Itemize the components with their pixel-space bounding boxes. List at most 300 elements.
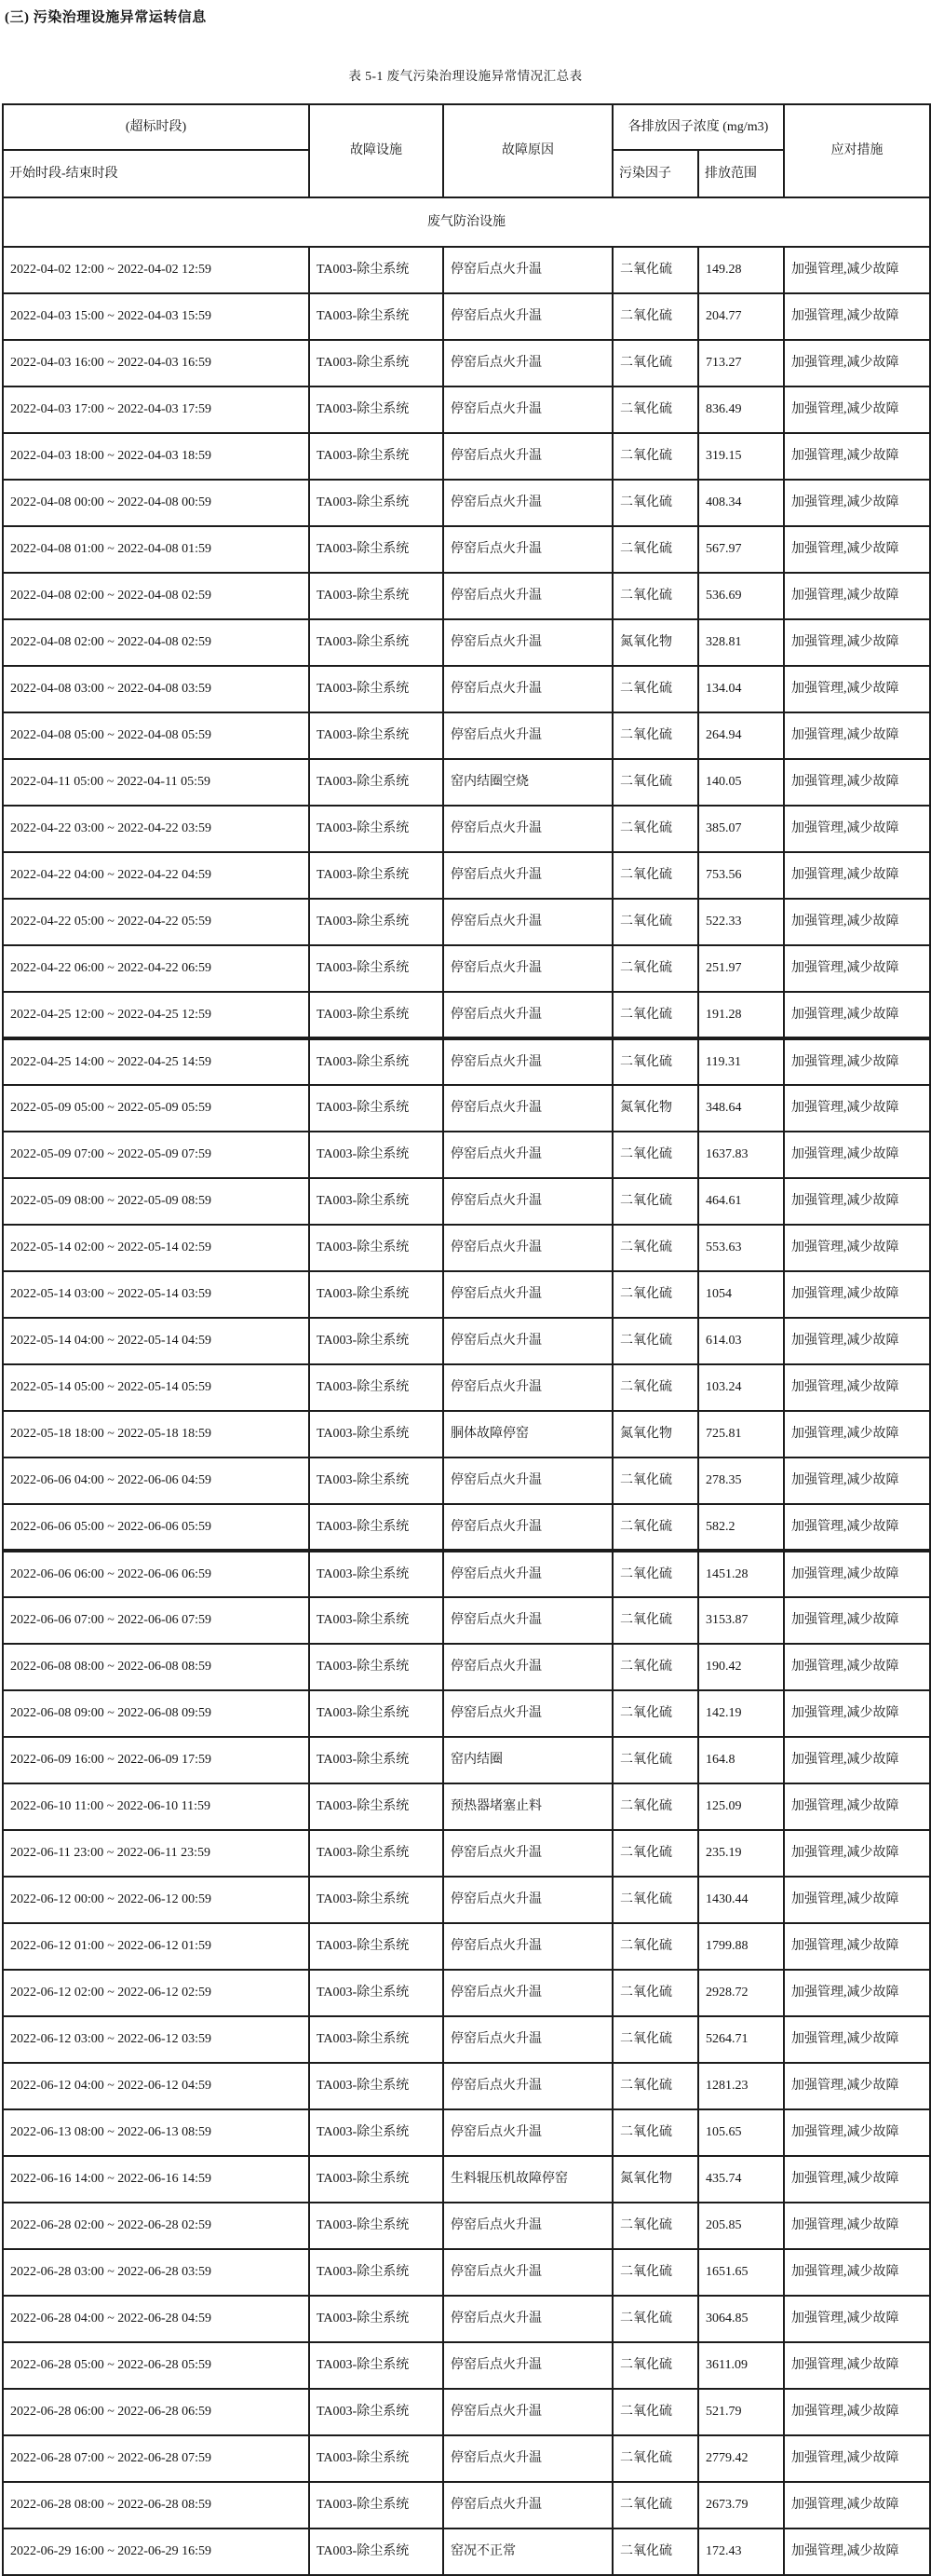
- cell-fault-facility: TA003-除尘系统: [309, 293, 443, 340]
- cell-measure: 加强管理,减少故障: [784, 2482, 930, 2529]
- cell-fault-facility: TA003-除尘系统: [309, 1644, 443, 1690]
- cell-emission-value: 567.97: [698, 526, 784, 573]
- cell-fault-reason: 停窑后点火升温: [443, 2063, 613, 2109]
- cell-fault-reason: 停窑后点火升温: [443, 1318, 613, 1364]
- cell-time-period: 2022-04-22 04:00 ~ 2022-04-22 04:59: [3, 852, 309, 899]
- cell-pollutant: 二氧化硫: [613, 2342, 698, 2389]
- cell-fault-facility: TA003-除尘系统: [309, 806, 443, 852]
- cell-fault-facility: TA003-除尘系统: [309, 1783, 443, 1830]
- cell-emission-value: 1281.23: [698, 2063, 784, 2109]
- cell-time-period: 2022-04-03 15:00 ~ 2022-04-03 15:59: [3, 293, 309, 340]
- table-row: [3, 293, 930, 340]
- table-row: [3, 1085, 930, 1132]
- cell-fault-reason: 停窑后点火升温: [443, 340, 613, 386]
- cell-time-period: 2022-06-09 16:00 ~ 2022-06-09 17:59: [3, 1737, 309, 1783]
- cell-measure: 加强管理,减少故障: [784, 2016, 930, 2063]
- table-row: [3, 1225, 930, 1271]
- cell-fault-reason: 停窑后点火升温: [443, 852, 613, 899]
- cell-pollutant: 二氧化硫: [613, 1364, 698, 1411]
- cell-pollutant: 二氧化硫: [613, 759, 698, 806]
- cell-pollutant: 氮氧化物: [613, 619, 698, 666]
- cell-fault-reason: 停窑后点火升温: [443, 806, 613, 852]
- cell-pollutant: 二氧化硫: [613, 1644, 698, 1690]
- cell-fault-reason: 停窑后点火升温: [443, 2482, 613, 2529]
- header-facility: 故障设施: [309, 104, 443, 197]
- cell-time-period: 2022-06-29 16:00 ~ 2022-06-29 16:59: [3, 2529, 309, 2575]
- cell-fault-facility: TA003-除尘系统: [309, 2389, 443, 2435]
- cell-measure: 加强管理,减少故障: [784, 2156, 930, 2203]
- cell-emission-value: 464.61: [698, 1178, 784, 1225]
- cell-fault-facility: TA003-除尘系统: [309, 1457, 443, 1504]
- cell-time-period: 2022-05-14 03:00 ~ 2022-05-14 03:59: [3, 1271, 309, 1318]
- cell-pollutant: 二氧化硫: [613, 1038, 698, 1085]
- cell-emission-value: 3153.87: [698, 1597, 784, 1644]
- cell-time-period: 2022-05-09 08:00 ~ 2022-05-09 08:59: [3, 1178, 309, 1225]
- table-row: [3, 1411, 930, 1457]
- cell-measure: 加强管理,减少故障: [784, 806, 930, 852]
- cell-time-period: 2022-06-12 03:00 ~ 2022-06-12 03:59: [3, 2016, 309, 2063]
- cell-time-period: 2022-06-12 04:00 ~ 2022-06-12 04:59: [3, 2063, 309, 2109]
- cell-fault-facility: TA003-除尘系统: [309, 945, 443, 992]
- cell-fault-facility: TA003-除尘系统: [309, 1318, 443, 1364]
- table-header: [3, 104, 930, 197]
- table-row: [3, 1970, 930, 2016]
- cell-pollutant: 二氧化硫: [613, 1225, 698, 1271]
- cell-time-period: 2022-05-14 05:00 ~ 2022-05-14 05:59: [3, 1364, 309, 1411]
- cell-fault-reason: 停窑后点火升温: [443, 1178, 613, 1225]
- cell-time-period: 2022-05-14 04:00 ~ 2022-05-14 04:59: [3, 1318, 309, 1364]
- table-row: [3, 1132, 930, 1178]
- cell-fault-reason: 停窑后点火升温: [443, 1690, 613, 1737]
- cell-time-period: 2022-04-08 05:00 ~ 2022-04-08 05:59: [3, 712, 309, 759]
- cell-emission-value: 278.35: [698, 1457, 784, 1504]
- cell-time-period: 2022-04-25 12:00 ~ 2022-04-25 12:59: [3, 992, 309, 1038]
- cell-fault-reason: 胴体故障停窑: [443, 1411, 613, 1457]
- table-row: [3, 2249, 930, 2296]
- cell-fault-reason: 停窑后点火升温: [443, 1644, 613, 1690]
- cell-time-period: 2022-04-08 00:00 ~ 2022-04-08 00:59: [3, 480, 309, 526]
- cell-emission-value: 1651.65: [698, 2249, 784, 2296]
- cell-measure: 加强管理,减少故障: [784, 1597, 930, 1644]
- cell-pollutant: 二氧化硫: [613, 2296, 698, 2342]
- cell-emission-value: 713.27: [698, 340, 784, 386]
- table-row: [3, 2203, 930, 2249]
- cell-emission-value: 2928.72: [698, 1970, 784, 2016]
- cell-fault-reason: 停窑后点火升温: [443, 2249, 613, 2296]
- cell-pollutant: 二氧化硫: [613, 1690, 698, 1737]
- cell-emission-value: 204.77: [698, 293, 784, 340]
- cell-measure: 加强管理,减少故障: [784, 2389, 930, 2435]
- cell-time-period: 2022-06-28 02:00 ~ 2022-06-28 02:59: [3, 2203, 309, 2249]
- cell-fault-facility: TA003-除尘系统: [309, 1364, 443, 1411]
- cell-emission-value: 328.81: [698, 619, 784, 666]
- cell-measure: 加强管理,减少故障: [784, 1504, 930, 1551]
- cell-emission-value: 1054: [698, 1271, 784, 1318]
- cell-fault-reason: 停窑后点火升温: [443, 899, 613, 945]
- cell-fault-reason: 停窑后点火升温: [443, 2203, 613, 2249]
- cell-fault-facility: TA003-除尘系统: [309, 1225, 443, 1271]
- cell-emission-value: 408.34: [698, 480, 784, 526]
- table-row: [3, 899, 930, 945]
- cell-fault-reason: 停窑后点火升温: [443, 1038, 613, 1085]
- cell-time-period: 2022-06-28 08:00 ~ 2022-06-28 08:59: [3, 2482, 309, 2529]
- cell-emission-value: 140.05: [698, 759, 784, 806]
- cell-fault-reason: 停窑后点火升温: [443, 1457, 613, 1504]
- cell-measure: 加强管理,减少故障: [784, 573, 930, 619]
- cell-emission-value: 149.28: [698, 247, 784, 293]
- cell-pollutant: 二氧化硫: [613, 1970, 698, 2016]
- cell-pollutant: 二氧化硫: [613, 1504, 698, 1551]
- cell-measure: 加强管理,减少故障: [784, 899, 930, 945]
- cell-fault-reason: 停窑后点火升温: [443, 1551, 613, 1597]
- cell-time-period: 2022-04-22 03:00 ~ 2022-04-22 03:59: [3, 806, 309, 852]
- cell-emission-value: 125.09: [698, 1783, 784, 1830]
- header-period-range: 开始时段-结束时段: [3, 150, 309, 197]
- table-row: [3, 1551, 930, 1597]
- table-row: [3, 1830, 930, 1877]
- cell-pollutant: 二氧化硫: [613, 1830, 698, 1877]
- cell-pollutant: 二氧化硫: [613, 386, 698, 433]
- table-caption: 表 5-1 废气污染治理设施异常情况汇总表: [348, 69, 583, 83]
- cell-fault-reason: 生料辊压机故障停窑: [443, 2156, 613, 2203]
- cell-time-period: 2022-06-12 02:00 ~ 2022-06-12 02:59: [3, 1970, 309, 2016]
- cell-fault-reason: 停窑后点火升温: [443, 945, 613, 992]
- cell-time-period: 2022-06-06 04:00 ~ 2022-06-06 04:59: [3, 1457, 309, 1504]
- cell-time-period: 2022-06-12 01:00 ~ 2022-06-12 01:59: [3, 1923, 309, 1970]
- table-row: [3, 1644, 930, 1690]
- cell-time-period: 2022-05-18 18:00 ~ 2022-05-18 18:59: [3, 1411, 309, 1457]
- cell-measure: 加强管理,减少故障: [784, 2249, 930, 2296]
- cell-emission-value: 582.2: [698, 1504, 784, 1551]
- cell-time-period: 2022-04-22 05:00 ~ 2022-04-22 05:59: [3, 899, 309, 945]
- cell-pollutant: 二氧化硫: [613, 293, 698, 340]
- header-pollutant: 污染因子: [613, 150, 698, 197]
- cell-fault-reason: 停窑后点火升温: [443, 1364, 613, 1411]
- cell-fault-facility: TA003-除尘系统: [309, 1271, 443, 1318]
- cell-fault-reason: 停窑后点火升温: [443, 1597, 613, 1644]
- cell-fault-facility: TA003-除尘系统: [309, 340, 443, 386]
- cell-emission-value: 836.49: [698, 386, 784, 433]
- cell-emission-value: 3611.09: [698, 2342, 784, 2389]
- cell-measure: 加强管理,减少故障: [784, 759, 930, 806]
- cell-fault-facility: TA003-除尘系统: [309, 433, 443, 480]
- header-row-top: [3, 104, 930, 150]
- cell-emission-value: 614.03: [698, 1318, 784, 1364]
- cell-pollutant: 二氧化硫: [613, 2529, 698, 2575]
- cell-time-period: 2022-06-28 05:00 ~ 2022-06-28 05:59: [3, 2342, 309, 2389]
- cell-pollutant: 氮氧化物: [613, 1411, 698, 1457]
- cell-measure: 加强管理,减少故障: [784, 1038, 930, 1085]
- cell-fault-reason: 停窑后点火升温: [443, 2342, 613, 2389]
- table-row: [3, 1178, 930, 1225]
- table-row: [3, 852, 930, 899]
- cell-measure: 加强管理,减少故障: [784, 1085, 930, 1132]
- cell-measure: 加强管理,减少故障: [784, 2435, 930, 2482]
- cell-emission-value: 1451.28: [698, 1551, 784, 1597]
- cell-pollutant: 二氧化硫: [613, 1457, 698, 1504]
- cell-fault-facility: TA003-除尘系统: [309, 1411, 443, 1457]
- header-exceed-period: (超标时段): [3, 104, 309, 150]
- cell-measure: 加强管理,减少故障: [784, 666, 930, 712]
- cell-fault-reason: 窑况不正常: [443, 2529, 613, 2575]
- section-label: 废气防治设施: [3, 197, 930, 247]
- cell-fault-reason: 停窑后点火升温: [443, 1504, 613, 1551]
- cell-emission-value: 103.24: [698, 1364, 784, 1411]
- cell-emission-value: 5264.71: [698, 2016, 784, 2063]
- cell-fault-facility: TA003-除尘系统: [309, 526, 443, 573]
- cell-measure: 加强管理,减少故障: [784, 1690, 930, 1737]
- table-row: [3, 712, 930, 759]
- table-row: [3, 386, 930, 433]
- cell-fault-reason: 停窑后点火升温: [443, 1085, 613, 1132]
- table-row: [3, 2435, 930, 2482]
- cell-time-period: 2022-04-08 02:00 ~ 2022-04-08 02:59: [3, 619, 309, 666]
- cell-emission-value: 172.43: [698, 2529, 784, 2575]
- cell-fault-reason: 停窑后点火升温: [443, 1225, 613, 1271]
- cell-measure: 加强管理,减少故障: [784, 293, 930, 340]
- cell-fault-reason: 停窑后点火升温: [443, 1877, 613, 1923]
- cell-fault-facility: TA003-除尘系统: [309, 1737, 443, 1783]
- cell-fault-reason: 停窑后点火升温: [443, 666, 613, 712]
- cell-time-period: 2022-06-06 06:00 ~ 2022-06-06 06:59: [3, 1551, 309, 1597]
- cell-time-period: 2022-06-12 00:00 ~ 2022-06-12 00:59: [3, 1877, 309, 1923]
- cell-emission-value: 119.31: [698, 1038, 784, 1085]
- cell-fault-reason: 停窑后点火升温: [443, 247, 613, 293]
- cell-time-period: 2022-06-28 04:00 ~ 2022-06-28 04:59: [3, 2296, 309, 2342]
- cell-emission-value: 1430.44: [698, 1877, 784, 1923]
- cell-pollutant: 二氧化硫: [613, 1877, 698, 1923]
- cell-fault-facility: TA003-除尘系统: [309, 2529, 443, 2575]
- header-reason: 故障原因: [443, 104, 613, 197]
- cell-pollutant: 二氧化硫: [613, 2109, 698, 2156]
- cell-fault-reason: 停窑后点火升温: [443, 619, 613, 666]
- cell-fault-facility: TA003-除尘系统: [309, 2249, 443, 2296]
- table-row: [3, 1690, 930, 1737]
- cell-emission-value: 753.56: [698, 852, 784, 899]
- cell-measure: 加强管理,减少故障: [784, 2109, 930, 2156]
- table-row: [3, 1457, 930, 1504]
- cell-measure: 加强管理,减少故障: [784, 619, 930, 666]
- cell-time-period: 2022-06-11 23:00 ~ 2022-06-11 23:59: [3, 1830, 309, 1877]
- cell-pollutant: 二氧化硫: [613, 2249, 698, 2296]
- cell-measure: 加强管理,减少故障: [784, 1457, 930, 1504]
- cell-emission-value: 105.65: [698, 2109, 784, 2156]
- table-row: [3, 759, 930, 806]
- table-row: [3, 1364, 930, 1411]
- document-page: [0, 7, 931, 2576]
- cell-pollutant: 二氧化硫: [613, 712, 698, 759]
- cell-measure: 加强管理,减少故障: [784, 945, 930, 992]
- table-row: [3, 1318, 930, 1364]
- cell-time-period: 2022-04-08 03:00 ~ 2022-04-08 03:59: [3, 666, 309, 712]
- cell-time-period: 2022-06-16 14:00 ~ 2022-06-16 14:59: [3, 2156, 309, 2203]
- cell-fault-facility: TA003-除尘系统: [309, 2156, 443, 2203]
- table-row: [3, 2529, 930, 2575]
- cell-time-period: 2022-04-08 02:00 ~ 2022-04-08 02:59: [3, 573, 309, 619]
- cell-measure: 加强管理,减少故障: [784, 1178, 930, 1225]
- cell-time-period: 2022-06-13 08:00 ~ 2022-06-13 08:59: [3, 2109, 309, 2156]
- cell-pollutant: 二氧化硫: [613, 2389, 698, 2435]
- cell-pollutant: 二氧化硫: [613, 1737, 698, 1783]
- cell-emission-value: 725.81: [698, 1411, 784, 1457]
- cell-fault-facility: TA003-除尘系统: [309, 1877, 443, 1923]
- cell-pollutant: 二氧化硫: [613, 247, 698, 293]
- table-row: [3, 992, 930, 1038]
- cell-pollutant: 二氧化硫: [613, 1923, 698, 1970]
- table-row: [3, 806, 930, 852]
- header-factor-concentration: 各排放因子浓度 (mg/m3): [613, 104, 784, 150]
- cell-time-period: 2022-06-28 06:00 ~ 2022-06-28 06:59: [3, 2389, 309, 2435]
- cell-time-period: 2022-05-09 07:00 ~ 2022-05-09 07:59: [3, 1132, 309, 1178]
- cell-time-period: 2022-05-14 02:00 ~ 2022-05-14 02:59: [3, 1225, 309, 1271]
- cell-emission-value: 134.04: [698, 666, 784, 712]
- cell-fault-facility: TA003-除尘系统: [309, 2435, 443, 2482]
- cell-fault-facility: TA003-除尘系统: [309, 619, 443, 666]
- header-measure: 应对措施: [784, 104, 930, 197]
- cell-fault-facility: TA003-除尘系统: [309, 1690, 443, 1737]
- cell-fault-facility: TA003-除尘系统: [309, 2296, 443, 2342]
- cell-time-period: 2022-06-08 08:00 ~ 2022-06-08 08:59: [3, 1644, 309, 1690]
- cell-measure: 加强管理,减少故障: [784, 386, 930, 433]
- cell-pollutant: 二氧化硫: [613, 526, 698, 573]
- cell-measure: 加强管理,减少故障: [784, 247, 930, 293]
- cell-fault-facility: TA003-除尘系统: [309, 2203, 443, 2249]
- abnormal-operation-table: [2, 103, 931, 2576]
- cell-fault-facility: TA003-除尘系统: [309, 1132, 443, 1178]
- cell-emission-value: 251.97: [698, 945, 784, 992]
- cell-fault-facility: TA003-除尘系统: [309, 247, 443, 293]
- cell-fault-facility: TA003-除尘系统: [309, 852, 443, 899]
- cell-fault-reason: 停窑后点火升温: [443, 2389, 613, 2435]
- cell-emission-value: 190.42: [698, 1644, 784, 1690]
- cell-pollutant: 二氧化硫: [613, 945, 698, 992]
- cell-time-period: 2022-04-22 06:00 ~ 2022-04-22 06:59: [3, 945, 309, 992]
- table-row: [3, 1271, 930, 1318]
- cell-measure: 加强管理,减少故障: [784, 712, 930, 759]
- cell-measure: 加强管理,减少故障: [784, 2342, 930, 2389]
- cell-pollutant: 二氧化硫: [613, 573, 698, 619]
- cell-pollutant: 二氧化硫: [613, 666, 698, 712]
- cell-fault-reason: 停窑后点火升温: [443, 2016, 613, 2063]
- table-row: [3, 1504, 930, 1551]
- cell-measure: 加强管理,减少故障: [784, 340, 930, 386]
- cell-fault-facility: TA003-除尘系统: [309, 386, 443, 433]
- cell-measure: 加强管理,减少故障: [784, 2203, 930, 2249]
- table-row: [3, 2109, 930, 2156]
- table-row: [3, 247, 930, 293]
- cell-emission-value: 521.79: [698, 2389, 784, 2435]
- cell-measure: 加强管理,减少故障: [784, 992, 930, 1038]
- cell-pollutant: 氮氧化物: [613, 2156, 698, 2203]
- table-row: [3, 573, 930, 619]
- cell-measure: 加强管理,减少故障: [784, 1923, 930, 1970]
- cell-pollutant: 二氧化硫: [613, 1271, 698, 1318]
- cell-pollutant: 二氧化硫: [613, 340, 698, 386]
- cell-fault-facility: TA003-除尘系统: [309, 1830, 443, 1877]
- cell-pollutant: 二氧化硫: [613, 2203, 698, 2249]
- cell-measure: 加强管理,减少故障: [784, 852, 930, 899]
- section-row: [3, 197, 930, 247]
- cell-time-period: 2022-06-10 11:00 ~ 2022-06-10 11:59: [3, 1783, 309, 1830]
- cell-pollutant: 二氧化硫: [613, 1132, 698, 1178]
- cell-fault-facility: TA003-除尘系统: [309, 2016, 443, 2063]
- cell-fault-reason: 窑内结圈空烧: [443, 759, 613, 806]
- cell-fault-reason: 窑内结圈: [443, 1737, 613, 1783]
- table-row: [3, 2482, 930, 2529]
- cell-time-period: 2022-04-02 12:00 ~ 2022-04-02 12:59: [3, 247, 309, 293]
- cell-fault-facility: TA003-除尘系统: [309, 2109, 443, 2156]
- table-row: [3, 619, 930, 666]
- cell-time-period: 2022-04-03 17:00 ~ 2022-04-03 17:59: [3, 386, 309, 433]
- cell-emission-value: 435.74: [698, 2156, 784, 2203]
- cell-fault-reason: 停窑后点火升温: [443, 293, 613, 340]
- cell-fault-reason: 停窑后点火升温: [443, 712, 613, 759]
- cell-time-period: 2022-04-25 14:00 ~ 2022-04-25 14:59: [3, 1038, 309, 1085]
- cell-fault-reason: 停窑后点火升温: [443, 1271, 613, 1318]
- cell-time-period: 2022-05-09 05:00 ~ 2022-05-09 05:59: [3, 1085, 309, 1132]
- cell-fault-reason: 停窑后点火升温: [443, 480, 613, 526]
- table-row: [3, 2389, 930, 2435]
- cell-pollutant: 二氧化硫: [613, 2016, 698, 2063]
- cell-time-period: 2022-04-03 16:00 ~ 2022-04-03 16:59: [3, 340, 309, 386]
- table-row: [3, 340, 930, 386]
- table-row: [3, 666, 930, 712]
- cell-fault-reason: 预热器堵塞止料: [443, 1783, 613, 1830]
- cell-measure: 加强管理,减少故障: [784, 526, 930, 573]
- cell-emission-value: 2779.42: [698, 2435, 784, 2482]
- cell-measure: 加强管理,减少故障: [784, 1644, 930, 1690]
- cell-emission-value: 264.94: [698, 712, 784, 759]
- cell-pollutant: 二氧化硫: [613, 852, 698, 899]
- table-row: [3, 2156, 930, 2203]
- cell-emission-value: 1799.88: [698, 1923, 784, 1970]
- table-row: [3, 2296, 930, 2342]
- table-row: [3, 433, 930, 480]
- cell-time-period: 2022-06-06 05:00 ~ 2022-06-06 05:59: [3, 1504, 309, 1551]
- table-row: [3, 1597, 930, 1644]
- cell-fault-facility: TA003-除尘系统: [309, 1970, 443, 2016]
- cell-emission-value: 522.33: [698, 899, 784, 945]
- cell-pollutant: 二氧化硫: [613, 2435, 698, 2482]
- cell-measure: 加强管理,减少故障: [784, 2063, 930, 2109]
- cell-measure: 加强管理,减少故障: [784, 1737, 930, 1783]
- cell-emission-value: 191.28: [698, 992, 784, 1038]
- table-row: [3, 2342, 930, 2389]
- table-body: [3, 197, 930, 2575]
- cell-measure: 加强管理,减少故障: [784, 1970, 930, 2016]
- cell-time-period: 2022-06-08 09:00 ~ 2022-06-08 09:59: [3, 1690, 309, 1737]
- cell-emission-value: 164.8: [698, 1737, 784, 1783]
- cell-fault-reason: 停窑后点火升温: [443, 433, 613, 480]
- table-row: [3, 1923, 930, 1970]
- cell-fault-facility: TA003-除尘系统: [309, 2482, 443, 2529]
- cell-emission-value: 205.85: [698, 2203, 784, 2249]
- cell-pollutant: 二氧化硫: [613, 480, 698, 526]
- cell-fault-reason: 停窑后点火升温: [443, 2109, 613, 2156]
- cell-measure: 加强管理,减少故障: [784, 1318, 930, 1364]
- cell-fault-facility: TA003-除尘系统: [309, 2063, 443, 2109]
- cell-pollutant: 二氧化硫: [613, 2063, 698, 2109]
- cell-pollutant: 二氧化硫: [613, 1178, 698, 1225]
- cell-pollutant: 氮氧化物: [613, 1085, 698, 1132]
- cell-emission-value: 319.15: [698, 433, 784, 480]
- cell-fault-facility: TA003-除尘系统: [309, 1551, 443, 1597]
- table-row: [3, 2063, 930, 2109]
- cell-time-period: 2022-04-11 05:00 ~ 2022-04-11 05:59: [3, 759, 309, 806]
- cell-pollutant: 二氧化硫: [613, 1783, 698, 1830]
- cell-measure: 加强管理,减少故障: [784, 1225, 930, 1271]
- cell-pollutant: 二氧化硫: [613, 1318, 698, 1364]
